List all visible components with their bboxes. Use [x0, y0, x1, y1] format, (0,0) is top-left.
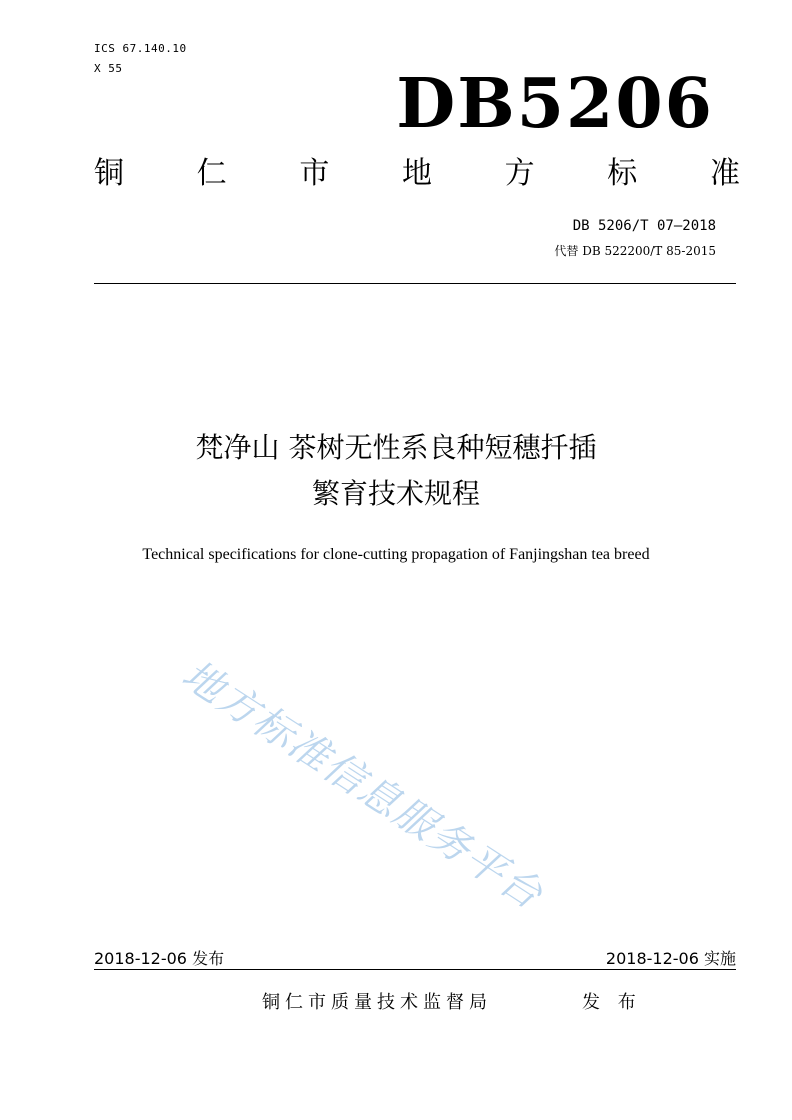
issuing-authority: 铜仁市质量技术监督局	[262, 992, 492, 1013]
authority-char: 铜	[94, 156, 124, 191]
classification-codes	[94, 41, 187, 81]
standard-code-heading: DB5206	[396, 64, 714, 144]
authority-char: 地	[401, 156, 432, 191]
document-title-line2: 繁育技术规程	[311, 477, 480, 510]
document-title-line1: 梵净山 茶树无性系良种短穗扦插	[195, 431, 597, 464]
publish-date: 2018-12-06 发布	[94, 949, 225, 968]
authority-char: 仁	[196, 156, 227, 191]
ics-code: ICS 67.140.10	[94, 42, 187, 55]
replaces-note: 代替 DB 522200/T 85-2015	[554, 244, 716, 258]
authority-heading	[94, 154, 740, 194]
bottom-divider	[94, 969, 736, 970]
watermark: 地方标准信息服务平台	[173, 651, 552, 920]
implement-date: 2018-12-06 实施	[605, 949, 736, 968]
standard-number: DB 5206/T 07—2018	[572, 218, 716, 234]
authority-char: 标	[607, 156, 638, 191]
authority-char: 准	[709, 156, 740, 191]
top-divider	[94, 283, 736, 284]
authority-char: 市	[299, 156, 330, 191]
english-title: Technical specifications for clone-cutting propagation of Fanjingshan tea breed	[142, 546, 650, 563]
authority-char: 方	[504, 156, 535, 191]
ccs-code: X 55	[94, 62, 123, 75]
issue-label: 发 布	[582, 992, 642, 1013]
